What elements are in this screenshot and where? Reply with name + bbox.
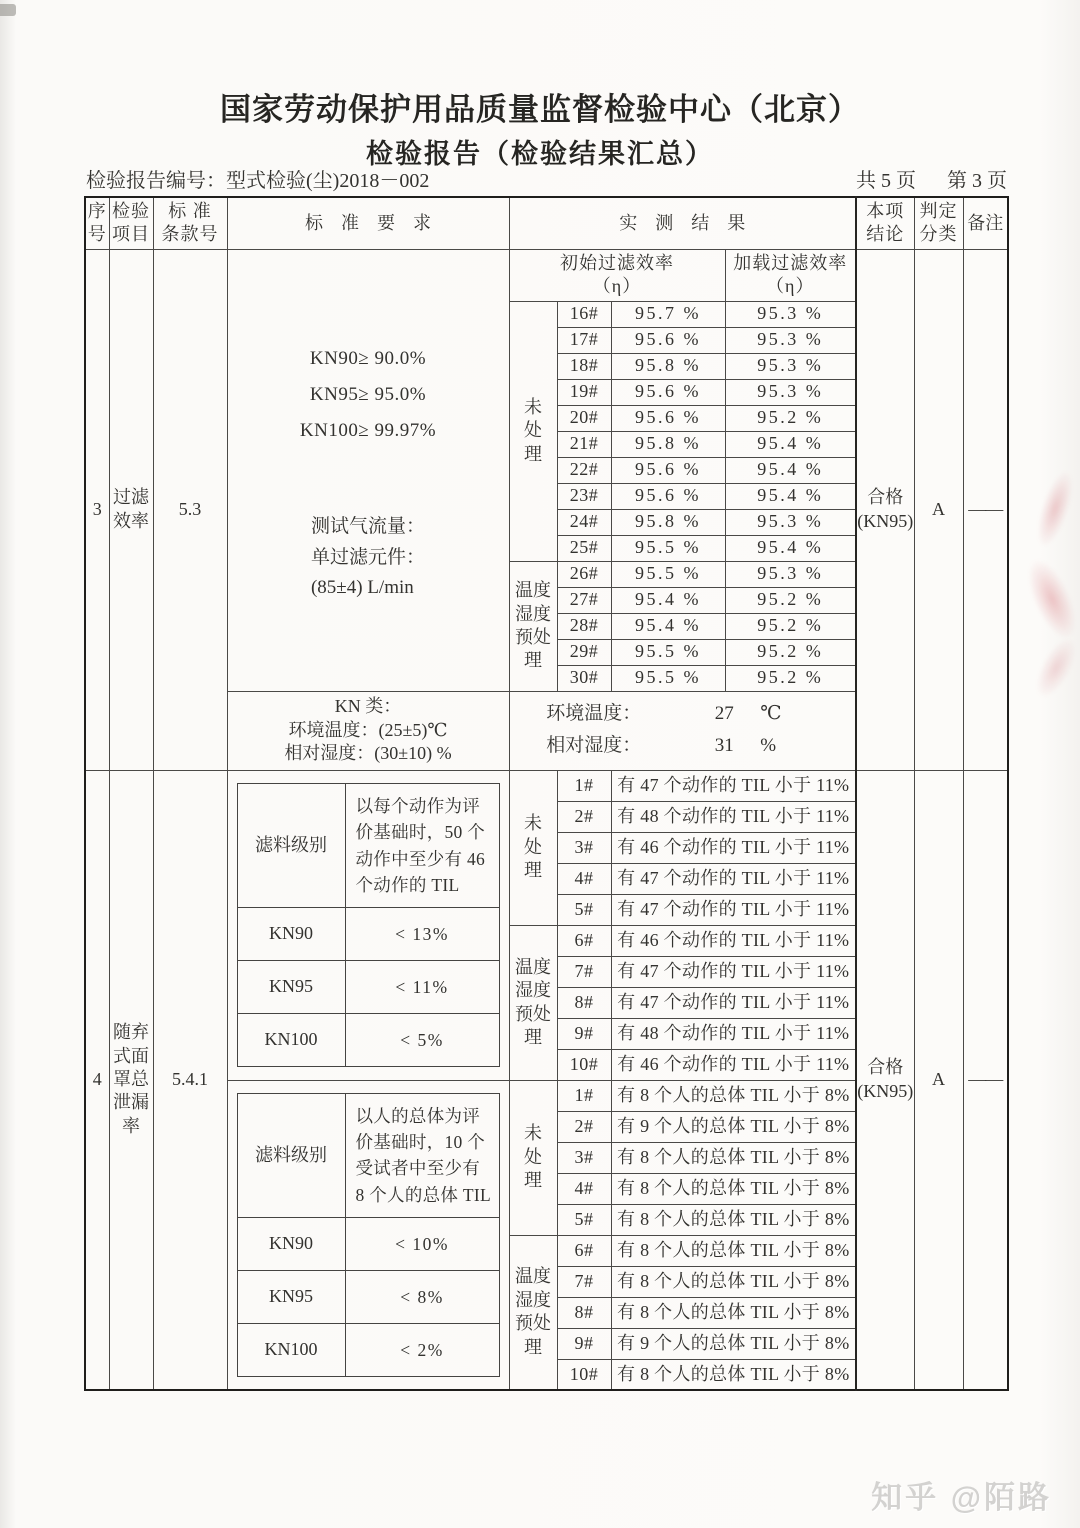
s3-seq: 3 <box>85 249 109 770</box>
til-result: 有 8 个人的总体 TIL 小于 8% <box>611 1142 856 1173</box>
report-title: 检验报告（检验结果汇总） <box>366 139 714 169</box>
grade-label: KN90 <box>238 908 346 960</box>
sample-id: 29# <box>557 639 611 665</box>
env-temperature-unit: ℃ <box>760 703 782 725</box>
sample-id: 27# <box>557 587 611 613</box>
til-action-requirement-box <box>237 783 500 1067</box>
til-result: 有 47 个动作的 TIL 小于 11% <box>611 987 856 1018</box>
s4-requirement-per-action <box>227 770 509 1080</box>
sample-id: 6# <box>557 925 611 956</box>
sample-id: 19# <box>557 379 611 405</box>
grade-limit: < 10% <box>395 1233 449 1254</box>
til-result: 有 8 个人的总体 TIL 小于 8% <box>611 1235 856 1266</box>
til-result: 有 8 个人的总体 TIL 小于 8% <box>611 1297 856 1328</box>
s3-cond-pretreated: 温度 湿度 预处 理 <box>509 561 557 691</box>
sample-id: 22# <box>557 457 611 483</box>
loaded-efficiency: 95.2 % <box>725 639 856 665</box>
sample-id: 7# <box>557 1266 611 1297</box>
s3-conclusion: 合格 (KN95) <box>856 249 914 770</box>
col-header-clause: 标 准 条款号 <box>153 197 227 249</box>
initial-efficiency: 95.5 % <box>611 665 725 691</box>
initial-efficiency: 95.5 % <box>611 639 725 665</box>
flow-line: 测试气流量： <box>310 516 425 538</box>
loaded-efficiency: 95.2 % <box>725 665 856 691</box>
grade-limit: < 11% <box>395 976 449 997</box>
grade-header: 滤料级别 <box>238 784 346 907</box>
s4-cond-untreated-2: 未 处 理 <box>509 1080 557 1235</box>
sample-id: 2# <box>557 1111 611 1142</box>
sample-id: 21# <box>557 431 611 457</box>
table-row <box>85 249 1008 301</box>
til-result: 有 48 个动作的 TIL 小于 11% <box>611 1018 856 1049</box>
grade-label: KN90 <box>238 1218 346 1270</box>
sample-id: 3# <box>557 832 611 863</box>
sample-id: 30# <box>557 665 611 691</box>
loaded-efficiency: 95.3 % <box>725 509 856 535</box>
initial-efficiency: 95.8 % <box>611 431 725 457</box>
initial-efficiency: 95.6 % <box>611 405 725 431</box>
loaded-efficiency: 95.4 % <box>725 535 856 561</box>
initial-efficiency: 95.4 % <box>611 587 725 613</box>
initial-efficiency: 95.5 % <box>611 535 725 561</box>
table-row <box>85 770 1008 801</box>
report-meta-line <box>86 164 1007 193</box>
criteria-text: 以人的总体为评价基础时，10 个受试者中至少有 8 个人的总体 TIL <box>355 1105 492 1205</box>
til-result: 有 46 个动作的 TIL 小于 11% <box>611 1049 856 1080</box>
loaded-efficiency: 95.2 % <box>725 613 856 639</box>
til-result: 有 8 个人的总体 TIL 小于 8% <box>611 1173 856 1204</box>
sample-id: 5# <box>557 1204 611 1235</box>
til-result: 有 8 个人的总体 TIL 小于 8% <box>611 1080 856 1111</box>
zhihu-watermark: 知乎 @陌路 <box>871 1480 1052 1515</box>
reqbox-row <box>238 1013 499 1066</box>
col-header-requirement: 标 准 要 求 <box>227 197 509 249</box>
loaded-efficiency: 95.3 % <box>725 301 856 327</box>
grade-limit: < 13% <box>395 923 449 944</box>
sample-id: 7# <box>557 956 611 987</box>
initial-efficiency: 95.5 % <box>611 561 725 587</box>
env-temperature-label: 环境温度： <box>546 703 642 725</box>
loaded-efficiency: 95.3 % <box>725 561 856 587</box>
sample-id: 16# <box>557 301 611 327</box>
s4-cond-pretreated-1: 温度 湿度 预处 理 <box>509 925 557 1080</box>
report-number-label: 检验报告编号： <box>86 170 226 192</box>
sample-id: 8# <box>557 1297 611 1328</box>
center-name-title: 国家劳动保护用品质量监督检验中心（北京） <box>220 92 860 127</box>
initial-efficiency: 95.4 % <box>611 613 725 639</box>
env-temperature <box>510 702 856 727</box>
sample-id: 5# <box>557 894 611 925</box>
s3-clause: 5.3 <box>153 249 227 770</box>
s3-subheader-loaded-efficiency: 加载过滤效率 （η） <box>725 249 856 301</box>
initial-efficiency: 95.8 % <box>611 353 725 379</box>
report-number-value: 型式检验(尘)2018－002 <box>226 170 430 192</box>
col-header-seq: 序 号 <box>85 197 109 249</box>
flow-line: (85±4) L/min <box>310 577 414 599</box>
sample-id: 28# <box>557 613 611 639</box>
kn95-limit: KN95≥ 95.0% <box>309 384 427 406</box>
grade-limit: < 8% <box>400 1286 444 1307</box>
col-header-item: 检验 项目 <box>109 197 153 249</box>
initial-efficiency: 95.6 % <box>611 483 725 509</box>
pages-total: 共 5 页 <box>856 170 916 192</box>
sample-id: 26# <box>557 561 611 587</box>
sample-id: 2# <box>557 801 611 832</box>
s4-cond-untreated-1: 未 处 理 <box>509 770 557 925</box>
s3-kn-class-note: KN 类： 环境温度：(25±5)℃ 相对湿度：(30±10) % <box>227 691 509 770</box>
til-person-requirement-box <box>237 1093 500 1377</box>
sample-id: 10# <box>557 1049 611 1080</box>
loaded-efficiency: 95.4 % <box>725 457 856 483</box>
scan-artifact-speck <box>0 4 16 16</box>
initial-efficiency: 95.6 % <box>611 457 725 483</box>
reqbox-row <box>238 960 499 1013</box>
sample-id: 18# <box>557 353 611 379</box>
s3-test-flow-note <box>311 512 425 603</box>
report-number <box>86 164 429 193</box>
loaded-efficiency: 95.2 % <box>725 405 856 431</box>
til-result: 有 46 个动作的 TIL 小于 11% <box>611 925 856 956</box>
grade-label: KN95 <box>238 1271 346 1323</box>
s3-cond-untreated: 未 处 理 <box>509 301 557 561</box>
s4-cond-pretreated-2: 温度 湿度 预处 理 <box>509 1235 557 1390</box>
loaded-efficiency: 95.4 % <box>725 483 856 509</box>
grade-limit: < 2% <box>400 1339 444 1360</box>
til-result: 有 46 个动作的 TIL 小于 11% <box>611 832 856 863</box>
col-header-conclusion: 本项 结论 <box>856 197 914 249</box>
page-indicator <box>830 164 1007 193</box>
sample-id: 8# <box>557 987 611 1018</box>
col-header-remark: 备注 <box>963 197 1008 249</box>
s4-clause: 5.4.1 <box>153 770 227 1390</box>
til-result: 有 9 个人的总体 TIL 小于 8% <box>611 1111 856 1142</box>
sample-id: 1# <box>557 1080 611 1111</box>
sample-id: 23# <box>557 483 611 509</box>
reqbox-row <box>238 1217 499 1270</box>
flow-line: 单过滤元件： <box>310 546 425 568</box>
til-result: 有 47 个动作的 TIL 小于 11% <box>611 894 856 925</box>
loaded-efficiency: 95.4 % <box>725 431 856 457</box>
loaded-efficiency: 95.2 % <box>725 587 856 613</box>
col-header-classification: 判定 分类 <box>914 197 963 249</box>
s4-item: 随弃 式面 罩总 泄漏 率 <box>109 770 153 1390</box>
grade-limit: < 5% <box>400 1029 444 1050</box>
sample-id: 9# <box>557 1328 611 1359</box>
table-header-row <box>85 197 1008 249</box>
til-result: 有 8 个人的总体 TIL 小于 8% <box>611 1204 856 1235</box>
initial-efficiency: 95.7 % <box>611 301 725 327</box>
sample-id: 25# <box>557 535 611 561</box>
s3-kn-limits <box>228 347 509 443</box>
env-humidity-value: 31 <box>714 735 734 756</box>
kn100-limit: KN100≥ 99.97% <box>299 419 437 441</box>
s3-item: 过滤 效率 <box>109 249 153 770</box>
env-temperature-value: 27 <box>714 703 734 725</box>
sample-id: 9# <box>557 1018 611 1049</box>
sample-id: 1# <box>557 770 611 801</box>
reqbox-row <box>238 1323 499 1376</box>
sample-id: 10# <box>557 1359 611 1390</box>
env-humidity-label: 相对湿度： <box>546 735 642 756</box>
initial-efficiency: 95.8 % <box>611 509 725 535</box>
sample-id: 17# <box>557 327 611 353</box>
s3-subheader-initial-efficiency: 初始过滤效率 （η） <box>509 249 725 301</box>
s4-classification: A <box>914 770 963 1390</box>
results-table <box>84 196 1009 1391</box>
loaded-efficiency: 95.3 % <box>725 327 856 353</box>
env-humidity <box>510 734 856 759</box>
s4-requirement-per-person <box>227 1080 509 1390</box>
s4-conclusion: 合格 (KN95) <box>856 770 914 1390</box>
sample-id: 6# <box>557 1235 611 1266</box>
reqbox-header-row <box>238 1094 499 1217</box>
red-stamp-fragment <box>1018 552 1080 645</box>
loaded-efficiency: 95.3 % <box>725 379 856 405</box>
s3-remark: —— <box>963 249 1008 770</box>
red-stamp-fragment <box>1031 468 1080 550</box>
sample-id: 24# <box>557 509 611 535</box>
reqbox-header-row <box>238 784 499 907</box>
red-stamp-fragment <box>1029 633 1080 703</box>
s3-requirement <box>227 249 509 691</box>
initial-efficiency: 95.6 % <box>611 379 725 405</box>
sample-id: 20# <box>557 405 611 431</box>
s3-classification: A <box>914 249 963 770</box>
til-result: 有 8 个人的总体 TIL 小于 8% <box>611 1359 856 1390</box>
grade-label: KN100 <box>238 1014 346 1066</box>
reqbox-row <box>238 907 499 960</box>
til-result: 有 8 个人的总体 TIL 小于 8% <box>611 1266 856 1297</box>
grade-header: 滤料级别 <box>238 1094 346 1217</box>
loaded-efficiency: 95.3 % <box>725 353 856 379</box>
reqbox-row <box>238 1270 499 1323</box>
til-result: 有 48 个动作的 TIL 小于 11% <box>611 801 856 832</box>
s4-seq: 4 <box>85 770 109 1390</box>
s3-env-measured <box>509 691 856 770</box>
col-header-result: 实 测 结 果 <box>509 197 856 249</box>
kn90-limit: KN90≥ 90.0% <box>309 348 427 370</box>
s4-remark: —— <box>963 770 1008 1390</box>
til-result: 有 9 个人的总体 TIL 小于 8% <box>611 1328 856 1359</box>
sample-id: 3# <box>557 1142 611 1173</box>
til-result: 有 47 个动作的 TIL 小于 11% <box>611 956 856 987</box>
til-result: 有 47 个动作的 TIL 小于 11% <box>611 863 856 894</box>
til-result: 有 47 个动作的 TIL 小于 11% <box>611 770 856 801</box>
env-humidity-unit: % <box>760 735 777 756</box>
grade-label: KN95 <box>238 961 346 1013</box>
initial-efficiency: 95.6 % <box>611 327 725 353</box>
sample-id: 4# <box>557 863 611 894</box>
grade-label: KN100 <box>238 1324 346 1376</box>
sample-id: 4# <box>557 1173 611 1204</box>
criteria-text: 以每个动作为评价基础时，50 个动作中至少有 46 个动作的 TIL <box>355 796 486 895</box>
page-current: 第 3 页 <box>947 170 1007 192</box>
